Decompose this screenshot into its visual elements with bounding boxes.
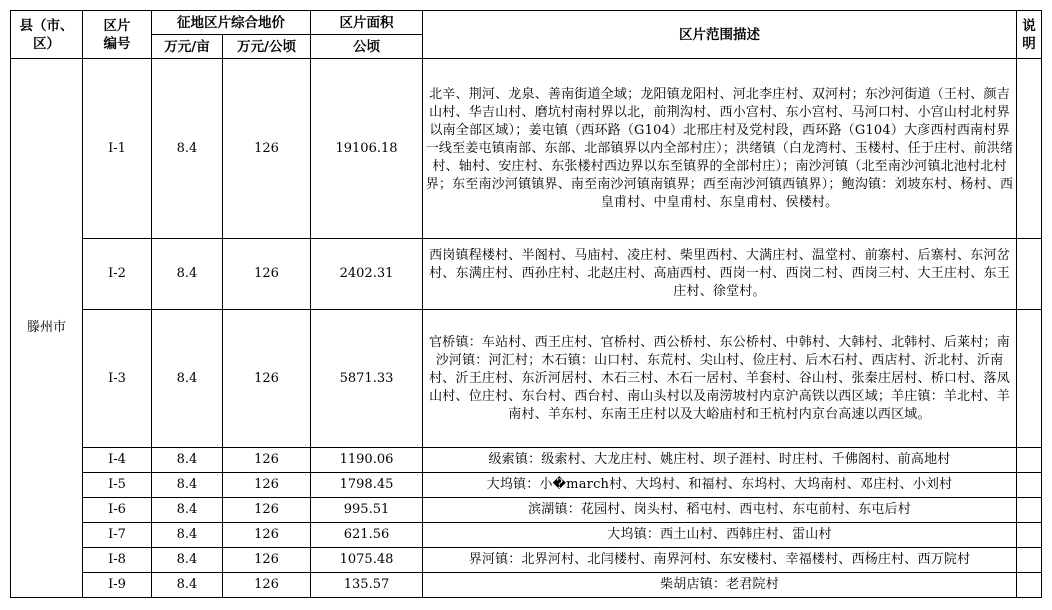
table-row (11, 473, 1042, 498)
header-price-group: 征地区片综合地价 (152, 11, 311, 35)
note-cell (1017, 548, 1042, 573)
zone-code: Ⅰ-7 (83, 523, 152, 548)
table-row (11, 498, 1042, 523)
zone-description: 界河镇：北界河村、北闫楼村、南界河村、东安楼村、幸福楼村、西杨庄村、西万院村 (423, 548, 1017, 573)
zone-code: Ⅰ-9 (83, 573, 152, 598)
zone-code: Ⅰ-6 (83, 498, 152, 523)
table-row (11, 239, 1042, 310)
area-value: 1075.48 (311, 548, 423, 573)
price-mu: 8.4 (152, 573, 223, 598)
area-value: 19106.18 (311, 59, 423, 239)
zone-code: Ⅰ-1 (83, 59, 152, 239)
zone-code: Ⅰ-3 (83, 310, 152, 448)
price-mu: 8.4 (152, 239, 223, 310)
price-ha: 126 (223, 548, 311, 573)
note-cell (1017, 239, 1042, 310)
price-ha: 126 (223, 573, 311, 598)
table-row (11, 448, 1042, 473)
price-ha: 126 (223, 239, 311, 310)
header-price-mu: 万元/亩 (152, 35, 223, 59)
zone-description: 西岗镇程楼村、半阁村、马庙村、凌庄村、柴里西村、大满庄村、温堂村、前寨村、后寨村、东河岔村、东满庄村、西孙庄村、北赵庄村、高庙西村、西岗一村、西岗二村、西岗三村、大王庄村、东王庄村、徐堂村。 (423, 239, 1017, 310)
zone-description: 滨湖镇：花园村、岗头村、稻屯村、西屯村、东屯前村、东屯后村 (423, 498, 1017, 523)
note-cell (1017, 473, 1042, 498)
header-area: 区片面积 (311, 11, 423, 35)
zone-code: Ⅰ-5 (83, 473, 152, 498)
area-value: 2402.31 (311, 239, 423, 310)
header-desc: 区片范围描述 (423, 11, 1017, 59)
header-code: 区片编号 (83, 11, 152, 59)
note-cell (1017, 498, 1042, 523)
price-mu: 8.4 (152, 498, 223, 523)
area-value: 1798.45 (311, 473, 423, 498)
header-price-ha: 万元/公顷 (223, 35, 311, 59)
note-cell (1017, 523, 1042, 548)
table-row (11, 573, 1042, 598)
zone-description: 级索镇：级索村、大龙庄村、姚庄村、坝子涯村、时庄村、千佛阁村、前高地村 (423, 448, 1017, 473)
area-value: 1190.06 (311, 448, 423, 473)
zone-description: 北辛、荆河、龙泉、善南街道全域；龙阳镇龙阳村、河北李庄村、双河村；东沙河街道（王村、颜吉山村、华吉山村、磨坑村南村界以北，前荆沟村、西小宫村、东小宫村、马河口村、小宫山村北村界以南全部区域）；姜屯镇（西环路（G104）北邢庄村及党村段，西环路（G104）大彦西村西南村界一线至姜屯镇南部、东部、北部镇界以内全部村庄）；洪绪镇（白龙湾村、玉楼村、任于庄村、前洪绪村、轴村、安庄村、东张楼村西边界以东至镇界的全部村庄）；南沙河镇（北至南沙河镇北池村北村界；东至南沙河镇镇界、南至南沙河镇南镇界；西至南沙河镇西镇界）；鲍沟镇：刘坡东村、杨村、西皇甫村、中皇甫村、东皇甫村、侯楼村。 (423, 59, 1017, 239)
county-cell: 滕州市 (11, 59, 83, 598)
zone-code: Ⅰ-4 (83, 448, 152, 473)
area-value: 621.56 (311, 523, 423, 548)
price-mu: 8.4 (152, 473, 223, 498)
land-price-table (10, 10, 1042, 598)
note-cell (1017, 573, 1042, 598)
zone-code: Ⅰ-2 (83, 239, 152, 310)
price-ha: 126 (223, 310, 311, 448)
zone-description: 官桥镇：车站村、西王庄村、官桥村、西公桥村、东公桥村、中韩村、大韩村、北韩村、后莱村；南沙河镇：河汇村；木石镇：山口村、东荒村、尖山村、俭庄村、后木石村、西店村、沂北村、沂南村、沂王庄村、东沂河居村、木石三村、木石一居村、羊套村、谷山村、张秦庄居村、桥口村、落凤山村、位庄村、东台村、西台村、南山头村以及南涝坡村内京沪高铁以西区域；羊庄镇：羊北村、羊南村、羊东村、东南王庄村以及大峪庙村和王杭村内京台高速以西区域。 (423, 310, 1017, 448)
price-mu: 8.4 (152, 310, 223, 448)
note-cell (1017, 59, 1042, 239)
price-mu: 8.4 (152, 523, 223, 548)
price-ha: 126 (223, 473, 311, 498)
table-row (11, 523, 1042, 548)
header-area-unit: 公顷 (311, 35, 423, 59)
header-note: 说明 (1017, 11, 1042, 59)
zone-description: 大坞镇：西土山村、西韩庄村、雷山村 (423, 523, 1017, 548)
note-cell (1017, 448, 1042, 473)
price-mu: 8.4 (152, 448, 223, 473)
header-county: 县（市、区） (11, 11, 83, 59)
price-mu: 8.4 (152, 548, 223, 573)
table-row (11, 548, 1042, 573)
zone-code: Ⅰ-8 (83, 548, 152, 573)
table-row (11, 310, 1042, 448)
price-ha: 126 (223, 59, 311, 239)
area-value: 5871.33 (311, 310, 423, 448)
note-cell (1017, 310, 1042, 448)
price-mu: 8.4 (152, 59, 223, 239)
zone-description: 大坞镇：小�march村、大坞村、和福村、东坞村、大坞南村、邓庄村、小刘村 (423, 473, 1017, 498)
zone-description: 柴胡店镇：老君院村 (423, 573, 1017, 598)
price-ha: 126 (223, 498, 311, 523)
price-ha: 126 (223, 523, 311, 548)
table-row (11, 59, 1042, 239)
area-value: 995.51 (311, 498, 423, 523)
price-ha: 126 (223, 448, 311, 473)
area-value: 135.57 (311, 573, 423, 598)
